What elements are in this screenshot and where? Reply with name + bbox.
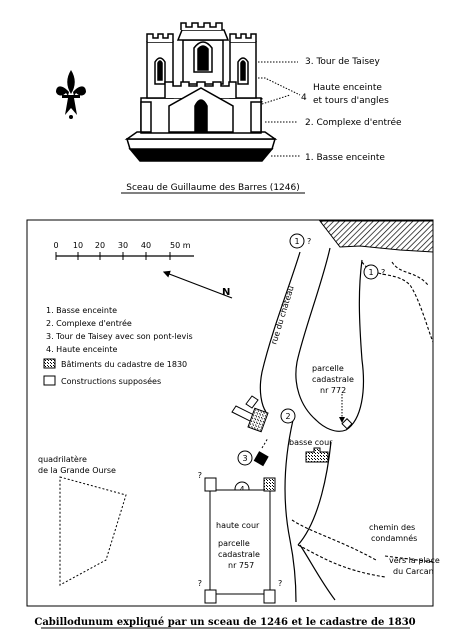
svg-text:nr 772: nr 772 <box>320 386 347 395</box>
haute-cour-label: haute cour <box>216 521 260 530</box>
seal-legend-item4-number: 4 <box>301 93 307 103</box>
svg-text:parcelle: parcelle <box>312 364 344 373</box>
scale-tick-10: 10 <box>72 241 84 250</box>
legend-hatched-swatch <box>44 359 55 368</box>
svg-text:?: ? <box>197 471 202 480</box>
figure-title: Cabillodunum expliqué par un sceau de 1246 et le cadastre de 1830 <box>34 617 416 628</box>
seal-legend-item4-line2: et tours d'angles <box>313 96 389 106</box>
svg-text:parcelle: parcelle <box>218 539 250 548</box>
seal-legend-item2: 2. Complexe d'entrée <box>305 118 402 128</box>
seal-caption: Sceau de Guillaume des Barres (1246) <box>126 183 300 193</box>
marker-2 <box>281 409 295 423</box>
vers-label-2: du Carcan <box>393 567 434 576</box>
scale-tick-0: 0 <box>53 241 59 250</box>
map-legend-item4: 4. Haute enceinte <box>46 345 118 354</box>
svg-text:quadrilatère: quadrilatère <box>38 455 87 464</box>
scale-tick-40: 40 <box>140 241 152 250</box>
rue-label: rue du château <box>269 284 296 346</box>
svg-text:basse cour: basse cour <box>289 438 333 447</box>
map-legend-item3: 3. Tour de Taisey avec son pont-levis <box>46 332 193 341</box>
svg-text:cadastrale: cadastrale <box>218 550 260 559</box>
marker-3 <box>238 451 252 465</box>
map-legend-item1: 1. Basse enceinte <box>46 306 118 315</box>
marker-1-top <box>290 234 311 248</box>
svg-text:1: 1 <box>294 237 300 246</box>
fleur-de-lis-icon <box>56 70 86 119</box>
haute-cour-enclosure <box>198 471 283 603</box>
chemin-label-1: chemin des <box>369 523 416 532</box>
svg-text:?: ? <box>278 579 283 588</box>
svg-text:2: 2 <box>285 412 291 421</box>
svg-text:?: ? <box>381 268 386 277</box>
map-legend-item2: 2. Complexe d'entrée <box>46 319 132 328</box>
svg-text:nr 757: nr 757 <box>228 561 255 570</box>
seal-legend-item1: 1. Basse enceinte <box>305 153 385 163</box>
svg-text:cadastrale: cadastrale <box>312 375 354 384</box>
svg-text:?: ? <box>197 579 202 588</box>
map-legend-empty: Constructions supposées <box>61 377 162 386</box>
svg-text:3: 3 <box>242 454 248 463</box>
seal-castle-drawing <box>127 23 275 161</box>
seal-legend-item4-line1: Haute enceinte <box>313 83 382 93</box>
scale-tick-50: 50 m <box>170 241 191 250</box>
seal-legend-item3: 3. Tour de Taisey <box>305 57 380 67</box>
svg-text:de la Grande Ourse: de la Grande Ourse <box>38 466 116 475</box>
north-label: N <box>222 287 231 298</box>
marker-1-right <box>364 265 385 279</box>
map-legend-hatched: Bâtiments du cadastre de 1830 <box>61 360 188 369</box>
chemin-label-2: condamnés <box>371 534 418 543</box>
scale-tick-20: 20 <box>94 241 106 250</box>
seal-legend <box>301 57 402 163</box>
vers-label-1: vers la place <box>389 556 440 565</box>
legend-empty-swatch <box>44 376 55 385</box>
svg-text:1: 1 <box>368 268 374 277</box>
scale-tick-30: 30 <box>117 241 129 250</box>
svg-text:?: ? <box>307 237 312 246</box>
